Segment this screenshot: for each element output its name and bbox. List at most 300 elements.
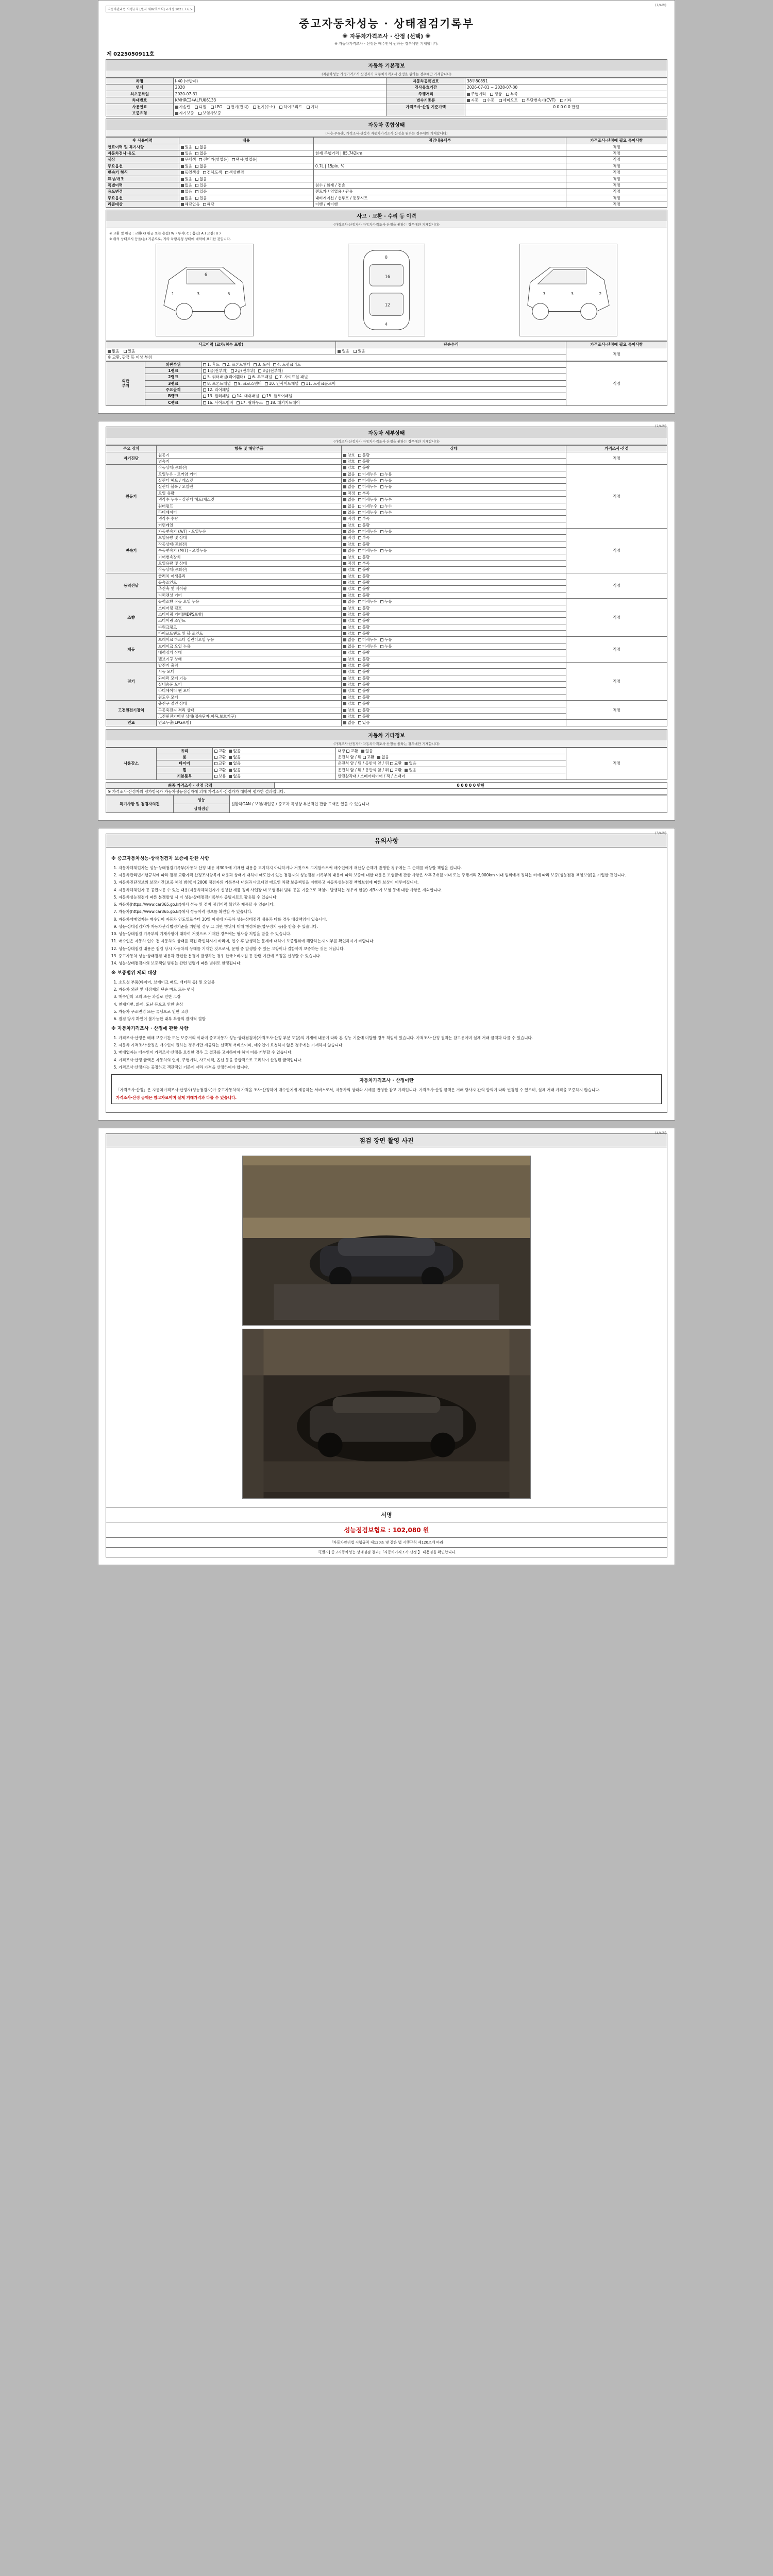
detail-opt-5-3-1[interactable]: 불량 — [358, 657, 370, 662]
detail-opt-1-3-1[interactable]: 미세누유 — [358, 484, 377, 489]
detail-opt-5-1-1[interactable]: 미세누유 — [358, 644, 377, 649]
detail-opts-3-0 — [342, 573, 566, 579]
overall-opt-7-1[interactable]: 있음 — [195, 189, 207, 194]
overall-opt-6-0[interactable]: 없음 — [181, 183, 193, 188]
frame-item-6-2[interactable]: 18. 패키지트레이 — [266, 400, 300, 405]
fuel-opt-2[interactable]: LPG — [211, 105, 223, 109]
overall-extra-9: 적정 — [566, 201, 667, 208]
detail-opt-6-0-1[interactable]: 불량 — [358, 663, 370, 668]
detail-opt-5-0-0[interactable]: 없음 — [343, 637, 355, 642]
table-row — [106, 170, 667, 176]
detail-opt-4-1-0[interactable]: 양호 — [343, 606, 355, 611]
svg-text:3: 3 — [196, 292, 199, 297]
overall-opts-4 — [179, 170, 313, 176]
detail-opt-4-0-2[interactable]: 누유 — [380, 599, 392, 604]
detail-opt-1-9-0[interactable]: 양호 — [343, 523, 355, 528]
fuel-opt-4[interactable]: 전기(수소) — [253, 105, 275, 109]
detail-opt-4-4-0[interactable]: 양호 — [343, 625, 355, 630]
detail-opt-7-1-0[interactable]: 양호 — [343, 708, 355, 713]
table-row — [106, 529, 667, 535]
notice-item-1: 2. 자동차관리법시행규칙에 따라 점검 교환가격 산정조사항목에 내용과 상태에 대하여 매도인이 있는 점검자의 성능점검 기록부의 내용에 따라 보증에 대한 내용은 보험금에 관한 사항은 사후 2개월 이내 또는 주행거리 2,000km 이내 범위에서 정하는 바에 따라 보증(성능점검 책임보험)을 가입한 것입니다. — [119, 872, 662, 878]
detail-opt-6-5-1[interactable]: 불량 — [358, 695, 370, 700]
basic-label2-1: 검사유효기간 — [386, 84, 465, 91]
frame-item-5-1[interactable]: 14. 대쉬패널 — [232, 394, 259, 398]
detail-opt-5-0-2[interactable]: 누유 — [380, 637, 392, 642]
detail-opt-2-4-0[interactable]: 양호 — [343, 555, 355, 560]
detail-opt-2-0-2[interactable]: 누유 — [380, 529, 392, 534]
detail-group-8: 연료 — [106, 720, 157, 726]
detail-opt-5-1-2[interactable]: 누유 — [380, 644, 392, 649]
detail-opt-1-1-2[interactable]: 누유 — [380, 472, 392, 477]
frame-rank-1: 1랭크 — [145, 367, 201, 374]
accident-none[interactable]: 없음 — [108, 349, 120, 353]
overall-opt-7-0[interactable]: 없음 — [181, 189, 193, 194]
overall-cat-2: 색상 — [106, 157, 179, 163]
etc-opt2-3-0[interactable]: 교환 — [390, 768, 402, 772]
detail-opt-1-6-1[interactable]: 미세누수 — [358, 504, 377, 509]
detail-opt-2-5-1[interactable]: 부족 — [358, 561, 370, 566]
detail-opt-4-1-1[interactable]: 불량 — [358, 606, 370, 611]
detail-opt-3-1-0[interactable]: 양호 — [343, 580, 355, 585]
detail-opt-1-7-0[interactable]: 없음 — [343, 510, 355, 515]
detail-opt-0-0-1[interactable]: 불량 — [358, 453, 370, 457]
basic-label-1: 연식 — [106, 84, 174, 91]
svg-text:2: 2 — [599, 292, 602, 297]
warranty-opt-1[interactable]: 보험사보증 — [198, 111, 221, 115]
detail-group-6: 전기 — [106, 662, 157, 700]
detail-opt-1-6-0[interactable]: 없음 — [343, 504, 355, 509]
etc-opts-3 — [212, 767, 336, 773]
notice-head-1: ※ 중고자동차성능·상태점검자 보증에 관한 사항 — [111, 856, 209, 862]
accident-yes[interactable]: 있음 — [124, 349, 136, 353]
frame-item-2-0[interactable]: 5. 쿼터패널(리어휀더) — [203, 375, 245, 379]
svg-text:16: 16 — [385, 274, 391, 279]
detail-opt-2-5-0[interactable]: 적정 — [343, 561, 355, 566]
overall-opt-3-1[interactable]: 없음 — [195, 164, 207, 168]
overall-detail-4 — [313, 170, 566, 176]
frame-price-note: 적정 — [566, 361, 667, 406]
detail-opt-7-2-1[interactable]: 불량 — [358, 714, 370, 719]
basic-value-3: KMHRC24ALFU06133 — [173, 97, 386, 104]
detail-col-3: 가격조사·산정 — [566, 446, 667, 452]
basic-value-1: 2020 — [173, 84, 386, 91]
detail-opt-2-0-0[interactable]: 없음 — [343, 529, 355, 534]
detail-opt-1-0-0[interactable]: 양호 — [343, 465, 355, 470]
detail-opt-8-0-1[interactable]: 있음 — [358, 720, 370, 725]
detail-opt-7-0-0[interactable]: 양호 — [343, 701, 355, 706]
overall-col-1: 내용 — [179, 138, 313, 144]
detail-opts-1-2 — [342, 478, 566, 484]
detail-opt-3-0-1[interactable]: 불량 — [358, 574, 370, 579]
basic-label-4: 사용연료 — [106, 104, 174, 110]
detail-opts-1-0 — [342, 465, 566, 471]
trans-opt-1[interactable]: 수동 — [483, 98, 495, 103]
detail-opt-7-2-0[interactable]: 양호 — [343, 714, 355, 719]
frame-item-2-1[interactable]: 6. 루프패널 — [248, 375, 272, 379]
car-top-diagram — [348, 244, 425, 336]
detail-opt-6-2-1[interactable]: 불량 — [358, 676, 370, 681]
overall-opt-4-0[interactable]: 동일색상 — [181, 170, 200, 175]
detail-opt-1-7-2[interactable]: 누수 — [380, 510, 392, 515]
overall-opt-6-1[interactable]: 있음 — [195, 183, 207, 188]
detail-item-4-1: 스티어링 펌프 — [157, 605, 342, 611]
detail-note-4: 적정 — [566, 599, 667, 637]
detail-opt-1-1-1[interactable]: 미세누유 — [358, 472, 377, 477]
etc-opt2-3-1[interactable]: 없음 — [405, 768, 416, 772]
detail-opt-5-2-0[interactable]: 양호 — [343, 650, 355, 655]
page-1-topbar — [106, 6, 667, 12]
detail-opt-6-2-0[interactable]: 양호 — [343, 676, 355, 681]
transmission-options — [465, 97, 667, 104]
detail-item-1-5: 냉각수 누수 - 실린더 헤드/개스킷 — [157, 497, 342, 503]
overall-opt-8-1[interactable]: 있음 — [195, 196, 207, 200]
overall-col-2: 점검내용세부 — [313, 138, 566, 144]
detail-item-6-5: 윈도우 모터 — [157, 694, 342, 700]
detail-note-5: 적정 — [566, 637, 667, 663]
detail-opt-2-2-1[interactable]: 불량 — [358, 542, 370, 547]
table-row — [106, 97, 667, 104]
detail-opt-2-3-2[interactable]: 누유 — [380, 548, 392, 553]
table-row — [106, 104, 667, 110]
section-detail-title: 자동차 세부상태 — [106, 427, 667, 438]
detail-opt-2-1-1[interactable]: 부족 — [358, 535, 370, 540]
detail-opts-7-2 — [342, 713, 566, 719]
table-row — [106, 748, 667, 754]
detail-opt-2-1-0[interactable]: 적정 — [343, 535, 355, 540]
notice-sub-item-4: 5. 자동차 구조변경 또는 튜닝으로 인한 고장 — [119, 1009, 662, 1014]
basic-label-5: 보증유형 — [106, 110, 174, 116]
overall-opt-3-0[interactable]: 있음 — [181, 164, 193, 168]
detail-opt-4-3-0[interactable]: 양호 — [343, 618, 355, 623]
inspection-photo-1 — [242, 1156, 531, 1326]
detail-opt-2-3-0[interactable]: 없음 — [343, 548, 355, 553]
detail-opt-0-0-0[interactable]: 양호 — [343, 453, 355, 457]
overall-extra-7: 적정 — [566, 189, 667, 195]
detail-opt-3-0-0[interactable]: 양호 — [343, 574, 355, 579]
detail-opt-6-0-0[interactable]: 양호 — [343, 663, 355, 668]
signature-row[interactable]: 서명 — [106, 1507, 667, 1522]
overall-opt-8-0[interactable]: 없음 — [181, 196, 193, 200]
etc-opts-4 — [212, 773, 336, 779]
mileage-opt-0[interactable]: 주행거리 — [467, 92, 486, 96]
frame-rank-2: 2랭크 — [145, 374, 201, 380]
detail-opt-4-3-1[interactable]: 불량 — [358, 618, 370, 623]
frame-item-1-2[interactable]: 3급(전부위) — [258, 368, 283, 373]
overall-extra-0: 적정 — [566, 144, 667, 150]
etc-opt-4-1[interactable]: 없음 — [229, 774, 241, 778]
detail-opt-6-5-0[interactable]: 양호 — [343, 695, 355, 700]
frame-item-0-3[interactable]: 4. 트렁크리드 — [273, 362, 301, 367]
basic-value2-0: 38두80851 — [465, 78, 667, 84]
etc-opt2-2-0[interactable]: 교환 — [390, 761, 402, 766]
form-header-left: 자동차관리법 시행규칙 [별지 제82호서식] <개정 2021.7.6.> — [106, 6, 195, 12]
overall-cat-4: 변속기 형식 — [106, 170, 179, 176]
etc-opt-3-0[interactable]: 교환 — [214, 768, 226, 772]
detail-opts-1-6 — [342, 503, 566, 509]
detail-opts-3-1 — [342, 580, 566, 586]
fuel-opt-5[interactable]: 하이브리드 — [279, 105, 302, 109]
detail-opt-6-3-0[interactable]: 양호 — [343, 682, 355, 687]
car-side-right-diagram — [519, 244, 617, 336]
detail-opt-1-2-1[interactable]: 미세누유 — [358, 478, 377, 483]
detail-opt-1-3-2[interactable]: 누유 — [380, 484, 392, 489]
overall-extra-4: 적정 — [566, 170, 667, 176]
detail-opt-0-1-1[interactable]: 불량 — [358, 459, 370, 464]
detail-opt-1-2-2[interactable]: 누유 — [380, 478, 392, 483]
table-row — [106, 342, 667, 348]
frame-item-0-0[interactable]: 1. 후드 — [203, 362, 220, 367]
detail-opt-7-0-1[interactable]: 불량 — [358, 701, 370, 706]
detail-opt-4-2-1[interactable]: 불량 — [358, 612, 370, 617]
detail-opts-8-0 — [342, 720, 566, 726]
overall-opt-1-0[interactable]: 있음 — [181, 151, 193, 156]
detail-opts-1-3 — [342, 484, 566, 490]
detail-table — [106, 445, 667, 726]
inspection-photo-2 — [242, 1329, 531, 1499]
detail-opts-6-3 — [342, 682, 566, 688]
etc-opt2-0-1[interactable]: 없음 — [361, 749, 373, 753]
detail-opt-1-5-1[interactable]: 미세누수 — [358, 497, 377, 502]
detail-opt-4-5-0[interactable]: 양호 — [343, 631, 355, 636]
detail-opt-1-7-1[interactable]: 미세누수 — [358, 510, 377, 515]
detail-opt-8-0-0[interactable]: 없음 — [343, 720, 355, 725]
frame-item-3-2[interactable]: 10. 인사이드패널 — [265, 381, 299, 386]
mileage-opt-2[interactable]: 부족 — [506, 92, 518, 96]
svg-text:6: 6 — [204, 272, 207, 277]
accident-value-0[interactable] — [106, 348, 336, 354]
trans-opt-4[interactable]: 기타 — [560, 98, 572, 103]
detail-opt-6-1-0[interactable]: 양호 — [343, 669, 355, 674]
detail-opt-3-2-1[interactable]: 불량 — [358, 586, 370, 591]
basic-value2-2 — [465, 91, 667, 97]
detail-item-1-0: 작동상태(공회전) — [157, 465, 342, 471]
table-row — [106, 599, 667, 605]
trans-opt-2[interactable]: 세미오토 — [499, 98, 518, 103]
mileage-opt-1[interactable]: 정상 — [490, 92, 502, 96]
etc-opt-2-0[interactable]: 교환 — [214, 761, 226, 766]
section-etc-title: 자동차 기타정보 — [106, 729, 667, 740]
overall-opt-9-1[interactable]: 해당 — [203, 202, 215, 207]
frame-rank-0: 외판부위 — [145, 361, 201, 367]
detail-opt-0-1-0[interactable]: 양호 — [343, 459, 355, 464]
basic-label2-0: 자동차등록번호 — [386, 78, 465, 84]
detail-note-7: 적정 — [566, 701, 667, 720]
detail-group-1: 원동기 — [106, 465, 157, 529]
detail-opt-1-5-0[interactable]: 없음 — [343, 497, 355, 502]
detail-opts-3-3 — [342, 592, 566, 598]
frame-item-3-0[interactable]: 8. 프론트패널 — [203, 381, 231, 386]
detail-col-0: 주요 장치 — [106, 446, 157, 452]
warranty-opt-0[interactable]: 자가보증 — [175, 111, 194, 115]
detail-opt-4-5-1[interactable]: 불량 — [358, 631, 370, 636]
detail-opt-5-3-0[interactable]: 양호 — [343, 657, 355, 662]
detail-opt-7-1-1[interactable]: 불량 — [358, 708, 370, 713]
detail-item-3-1: 등속조인트 — [157, 580, 342, 586]
detail-opt-3-3-1[interactable]: 불량 — [358, 593, 370, 598]
frame-items-2 — [201, 374, 566, 380]
page-mark-1: (1/4쪽) — [655, 3, 666, 7]
frame-item-0-1[interactable]: 2. 프론트휀더 — [223, 362, 250, 367]
detail-opt-4-2-0[interactable]: 양호 — [343, 612, 355, 617]
table-row — [106, 78, 667, 84]
accident-value-1[interactable] — [336, 348, 566, 354]
etc-opt-0-0[interactable]: 교환 — [214, 749, 226, 753]
simple-repair-yes[interactable]: 있음 — [354, 349, 365, 353]
detail-item-1-8: 냉각수 수량 — [157, 516, 342, 522]
overall-extra-2: 적정 — [566, 157, 667, 163]
detail-item-6-2: 와이퍼 모터 기능 — [157, 675, 342, 681]
final-price-note-0: ※ 가격조사·산정자의 평가항목가 자동차성능점검자에 의해 가격조사·산정가가 대하여 평가한 결과입니다. — [106, 788, 667, 794]
fuel-opt-3[interactable]: 전기(전지) — [227, 105, 249, 109]
frame-item-5-0[interactable]: 13. 필러패널 — [203, 394, 229, 398]
frame-item-1-0[interactable]: 1급(전부위) — [203, 368, 228, 373]
trans-opt-0[interactable]: 자동 — [467, 98, 479, 103]
etc-opt2-2-1[interactable]: 없음 — [405, 761, 416, 766]
frame-rank-3: 3랭크 — [145, 380, 201, 386]
overall-detail-9: 이행 / 미이행 — [313, 201, 566, 208]
detail-opt-6-3-1[interactable]: 불량 — [358, 682, 370, 687]
frame-item-6-0[interactable]: 16. 사이드멤버 — [203, 400, 233, 405]
table-row — [106, 176, 667, 182]
overall-header-row — [106, 138, 667, 144]
overall-opt-5-0[interactable]: 있음 — [181, 177, 193, 181]
overall-opt-0-1[interactable]: 없음 — [195, 145, 207, 149]
detail-opts-1-5 — [342, 497, 566, 503]
frame-item-0-2[interactable]: 3. 도어 — [254, 362, 270, 367]
etc-group-label: 사용감소 — [106, 748, 157, 779]
notice-item-8: 9. 성능·상태점검자가 자동차관리법령기준을 위반할 경우 그 위반 행위에 대해 행정처분(업무정지 등)을 받을 수 있습니다. — [119, 924, 662, 929]
detail-opt-6-1-1[interactable]: 불량 — [358, 669, 370, 674]
etc-opt-0-1[interactable]: 없음 — [229, 749, 241, 753]
simple-repair-none[interactable]: 없음 — [338, 349, 349, 353]
etc-opt2-1-1[interactable]: 없음 — [377, 755, 389, 759]
detail-opt-1-3-0[interactable]: 없음 — [343, 484, 355, 489]
overall-opt-2-1[interactable]: 렌터카(영업용) — [199, 157, 228, 162]
detail-opt-4-4-1[interactable]: 불량 — [358, 625, 370, 630]
detail-opt-5-0-1[interactable]: 미세누유 — [358, 637, 377, 642]
etc-opt2-1-0[interactable]: 교환 — [363, 755, 375, 759]
overall-opts-0 — [179, 144, 313, 150]
fuel-opt-0[interactable]: 가솔린 — [175, 105, 191, 109]
detail-opt-4-0-0[interactable]: 없음 — [343, 599, 355, 604]
detail-opt-1-8-0[interactable]: 적정 — [343, 516, 355, 521]
etc-opt-4-0[interactable]: 보유 — [214, 774, 226, 778]
overall-opts-7 — [179, 189, 313, 195]
overall-opt-4-1[interactable]: 전체도색 — [203, 170, 222, 175]
detail-opt-1-1-0[interactable]: 없음 — [343, 472, 355, 477]
etc-opt-1-0[interactable]: 교환 — [214, 755, 226, 759]
document-number: 제 0225050911호 — [107, 52, 155, 57]
detail-group-4: 조향 — [106, 599, 157, 637]
detail-header-row — [106, 446, 667, 452]
etc-opt-1-1[interactable]: 없음 — [229, 755, 241, 759]
overall-opt-9-0[interactable]: 해당없음 — [181, 202, 200, 207]
detail-opt-2-2-0[interactable]: 양호 — [343, 542, 355, 547]
frame-item-4-0[interactable]: 12. 리어패널 — [203, 387, 229, 392]
table-row — [106, 701, 667, 707]
overall-opt-4-2[interactable]: 색상변경 — [225, 170, 244, 175]
detail-opts-7-1 — [342, 707, 566, 713]
overall-opt-0-0[interactable]: 있음 — [181, 145, 193, 149]
basic-value-2: 2020-07-31 — [173, 91, 386, 97]
fuel-opt-1[interactable]: 디젤 — [195, 105, 207, 109]
insurance-fee-label: 성능점검보험료 : — [344, 1527, 391, 1534]
detail-opt-1-9-1[interactable]: 불량 — [358, 523, 370, 528]
fuel-opt-6[interactable]: 기타 — [307, 105, 318, 109]
detail-opt-5-1-0[interactable]: 없음 — [343, 644, 355, 649]
frame-item-2-2[interactable]: 7. 사이드실 패널 — [275, 375, 308, 379]
detail-opt-1-4-0[interactable]: 적정 — [343, 491, 355, 496]
diagram-legend-1: ※ 위의 상태표시 등을(는) 기준으로, 기타 차량특성 상태에 대하여 표기한 것입니다. — [109, 237, 231, 242]
frame-item-3-3[interactable]: 11. 트렁크플로어 — [301, 381, 335, 386]
etc-opt-3-1[interactable]: 없음 — [229, 768, 241, 772]
etc-opt2-0-0[interactable]: 교환 — [346, 749, 358, 753]
detail-opt-2-6-0[interactable]: 양호 — [343, 567, 355, 572]
etc-label-1: 룸 — [157, 754, 213, 760]
etc-label2-4: 안전삼각대 / 스페어타이어 / 잭 / 스패너 — [336, 773, 566, 779]
detail-item-7-2: 고전원전기배선 상태(접속단자,피복,보호기구) — [157, 713, 342, 719]
overall-cat-7: 용도변경 — [106, 189, 179, 195]
notice-sub-list — [119, 979, 662, 1022]
overall-cat-9: 리콜대상 — [106, 201, 179, 208]
detail-opt-2-0-1[interactable]: 미세누유 — [358, 529, 377, 534]
page-1 — [98, 0, 675, 414]
overall-opt-2-2[interactable]: 택시(영업용) — [232, 157, 258, 162]
frame-items-6 — [201, 399, 566, 405]
frame-item-1-1[interactable]: 2급(전부위) — [231, 368, 256, 373]
overall-opt-2-0[interactable]: 무채색 — [181, 157, 196, 162]
overall-extra-5: 적정 — [566, 176, 667, 182]
special-note-text: 원활하GAN / 보험/매입중 / 중고차 특성상 부분적인 판금 도색은 있을 수 있습니다. — [229, 795, 667, 813]
detail-note-3: 적정 — [566, 573, 667, 599]
page-mark-2: (2/4쪽) — [655, 424, 666, 429]
detail-opt-5-2-1[interactable]: 불량 — [358, 650, 370, 655]
detail-item-5-1: 브레이크 오일 누유 — [157, 643, 342, 649]
detail-opt-3-2-0[interactable]: 양호 — [343, 586, 355, 591]
detail-opt-6-4-0[interactable]: 양호 — [343, 688, 355, 693]
price-definition-box — [111, 1074, 662, 1104]
detail-opt-2-3-1[interactable]: 미세누유 — [358, 548, 377, 553]
table-row — [106, 795, 667, 804]
detail-opt-1-2-0[interactable]: 없음 — [343, 478, 355, 483]
detail-opt-6-4-1[interactable]: 불량 — [358, 688, 370, 693]
frame-item-3-1[interactable]: 9. 크로스멤버 — [234, 381, 262, 386]
detail-opt-3-3-0[interactable]: 양호 — [343, 593, 355, 598]
etc-note: 적정 — [566, 748, 667, 779]
detail-opt-1-4-1[interactable]: 부족 — [358, 491, 370, 496]
detail-opt-3-1-1[interactable]: 불량 — [358, 580, 370, 585]
detail-opt-4-0-1[interactable]: 미세누유 — [358, 599, 377, 604]
detail-opt-2-4-1[interactable]: 불량 — [358, 555, 370, 560]
overall-opt-1-1[interactable]: 없음 — [195, 151, 207, 156]
accident-diagram — [106, 228, 667, 341]
detail-opt-1-6-2[interactable]: 누수 — [380, 504, 392, 509]
detail-opts-5-2 — [342, 650, 566, 656]
overall-opts-1 — [179, 150, 313, 157]
detail-opt-1-0-1[interactable]: 불량 — [358, 465, 370, 470]
frame-item-6-1[interactable]: 17. 휠하우스 — [237, 400, 263, 405]
overall-opt-5-1[interactable]: 없음 — [195, 177, 207, 181]
detail-opt-2-6-1[interactable]: 불량 — [358, 567, 370, 572]
detail-opt-1-5-2[interactable]: 누수 — [380, 497, 392, 502]
frame-item-5-2[interactable]: 15. 플로어패널 — [262, 394, 293, 398]
detail-note-8 — [566, 720, 667, 726]
detail-opt-1-8-1[interactable]: 부족 — [358, 516, 370, 521]
detail-opts-3-2 — [342, 586, 566, 592]
trans-opt-3[interactable]: 무단변속기(CVT) — [522, 98, 556, 103]
accident-price-note: 적정 — [566, 348, 667, 361]
etc-opt-2-1[interactable]: 없음 — [229, 761, 241, 766]
